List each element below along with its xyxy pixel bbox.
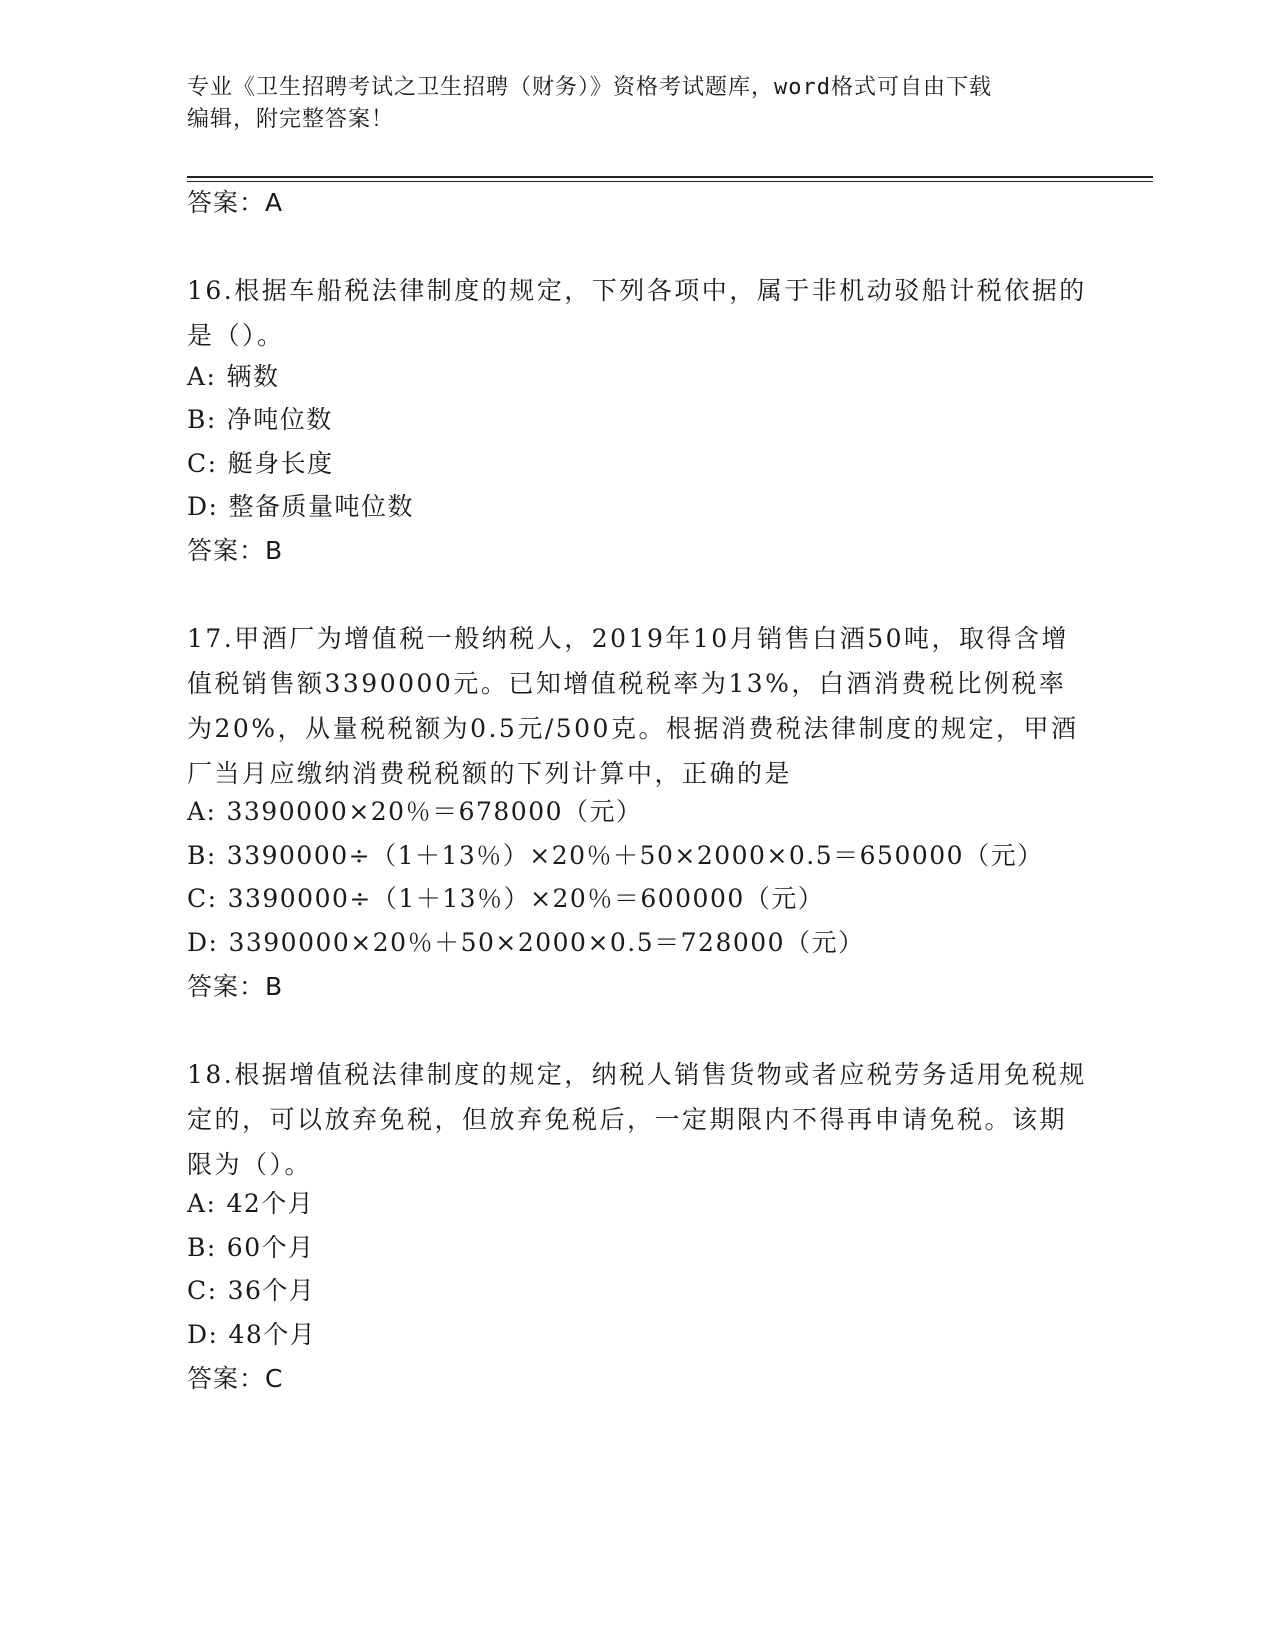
option-label: C: [187, 449, 218, 478]
option-text: 60个月 [226, 1233, 315, 1262]
answer-17: 答案：B [187, 972, 284, 1001]
header-line-1: 专业《卫生招聘考试之卫生招聘（财务）》资格考试题库，word格式可自由下载 [187, 75, 992, 100]
option-label: A: [187, 362, 217, 391]
question-18-option-d [187, 1320, 1147, 1350]
question-17-option-b [187, 841, 1147, 871]
option-label: C: [187, 884, 218, 913]
option-label: A: [187, 797, 217, 826]
option-text: 48个月 [228, 1320, 317, 1349]
question-18-text: 18.根据增值税法律制度的规定，纳税人销售货物或者应税劳务适用免税规定的，可以放弃免税，但放弃免税后，一定期限内不得再申请免税。该期限为（）。 [187, 1060, 1087, 1179]
option-text: 3390000×20％＋50×2000×0.5＝728000（元） [228, 928, 865, 957]
option-label: D: [187, 1320, 219, 1349]
question-17-option-a [187, 797, 1147, 827]
question-16-option-a [187, 362, 1147, 392]
option-text: 3390000÷（1＋13％）×20％＝600000（元） [227, 884, 825, 913]
option-label: C: [187, 1276, 218, 1305]
question-16-option-d [187, 492, 1147, 522]
option-text: 净吨位数 [226, 405, 333, 434]
question-17-text: 17.甲酒厂为增值税一般纳税人，2019年10月销售白酒50吨，取得含增值税销售额3390000元。已知增值税税率为13%，白酒消费税比例税率为20%，从量税税额为0.5元/500克。根据消费税法律制度的规定，甲酒厂当月应缴纳消费税税额的下列计算中，正确的是 [187, 624, 1079, 788]
question-18-option-a [187, 1189, 1147, 1219]
answer-18: 答案：C [187, 1364, 284, 1393]
question-17-option-c [187, 884, 1147, 914]
option-text: 3390000×20％＝678000（元） [226, 797, 643, 826]
option-label: A: [187, 1189, 217, 1218]
answer-15: 答案：A [187, 188, 284, 217]
header-divider-thick [187, 176, 1153, 178]
option-text: 艇身长度 [227, 449, 334, 478]
question-16-option-b [187, 405, 1147, 435]
question-17-option-d [187, 928, 1147, 958]
option-label: D: [187, 928, 219, 957]
question-16-text: 16.根据车船税法律制度的规定，下列各项中，属于非机动驳船计税依据的是（）。 [187, 276, 1087, 350]
answer-16: 答案：B [187, 536, 284, 565]
document-header [187, 72, 1067, 136]
option-text: 36个月 [227, 1276, 316, 1305]
option-text: 辆数 [226, 362, 280, 391]
question-18-option-b [187, 1233, 1147, 1263]
option-text: 整备质量吨位数 [228, 492, 414, 521]
option-label: B: [187, 841, 217, 870]
option-text: 42个月 [226, 1189, 315, 1218]
option-text: 3390000÷（1＋13％）×20％＋50×2000×0.5＝650000（元） [226, 841, 1044, 870]
option-label: B: [187, 405, 217, 434]
option-label: D: [187, 492, 219, 521]
option-label: B: [187, 1233, 217, 1262]
question-16-option-c [187, 449, 1147, 479]
header-divider-thin [187, 181, 1153, 182]
header-line-2: 编辑，附完整答案！ [187, 107, 395, 132]
question-18-option-c [187, 1276, 1147, 1306]
